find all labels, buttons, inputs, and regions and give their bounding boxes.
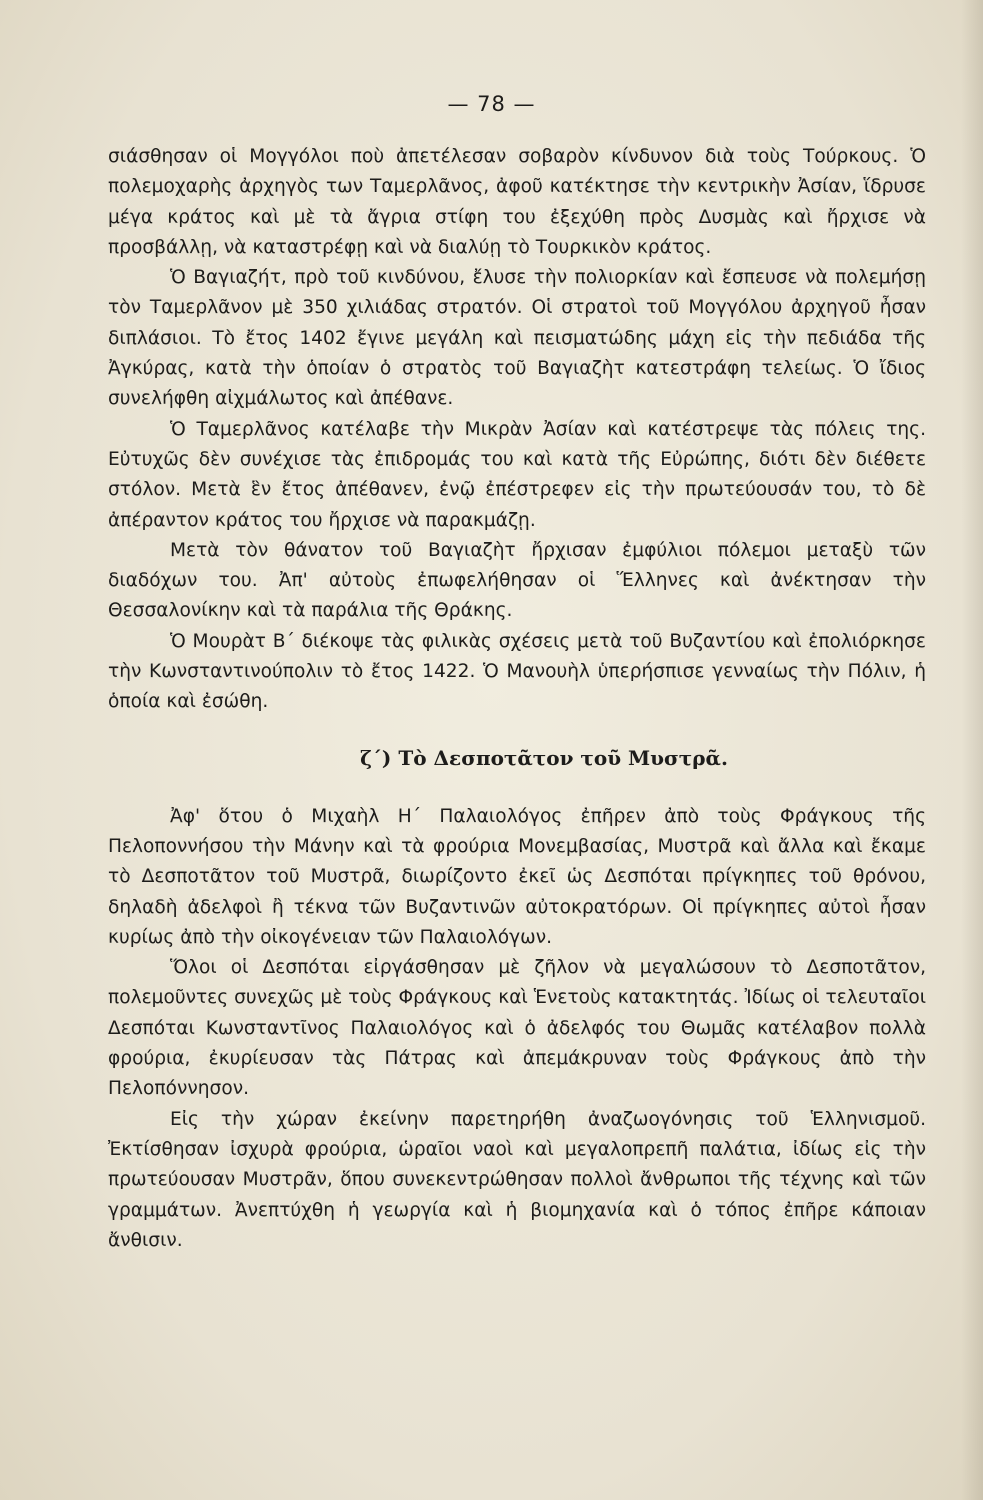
paragraph-revival: Εἰς τὴν χώραν ἐκείνην παρετηρήθη ἀναζωογόνησις τοῦ Ἑλληνισμοῦ. Ἐκτίσθησαν ἰσχυρὰ φρούρια, ὡραῖοι ναοὶ καὶ μεγαλοπρεπῆ παλάτια, ἰδίως εἰς τὴν πρωτεύουσαν Μυστρᾶν, ὅπου συνεκεντρώθησαν πολλοὶ ἄνθρωποι τῆς τέχνης καὶ τῶν γραμμάτων. Ἀνεπτύχθη ἡ γεωργία καὶ ἡ βιομηχανία καὶ ὁ τόπος ἐπῆρε κάποιαν ἄνθισιν. xyxy=(108,1108,926,1251)
section-heading: ζ΄) Τὸ Δεσποτᾶτον τοῦ Μυστρᾶ. xyxy=(360,745,728,770)
paragraph-tamerlane: Ὁ Ταμερλᾶνος κατέλαβε τὴν Μικρὰν Ἀσίαν καὶ κατέστρεψε τὰς πόλεις της. Εὐτυχῶς δὲν συνέχισε τὰς ἐπιδρομάς του καὶ κατὰ τῆς Εὐρώπης, διότι δὲν διέθετε στόλον. Μετὰ ἓν ἔτος ἀπέθανεν, ἐνῷ ἐπέστρεφεν εἰς τὴν πρωτεύουσάν του, τὸ δὲ ἀπέραντον κράτος του ἤρχισε νὰ παρακμάζῃ. xyxy=(108,418,926,531)
paragraph-bayezid: Ὁ Βαγιαζήτ, πρὸ τοῦ κινδύνου, ἔλυσε τὴν πολιορκίαν καὶ ἔσπευσε νὰ πολεμήσῃ τὸν Ταμερλᾶνον μὲ 350 χιλιάδας στρατόν. Οἱ στρατοὶ τοῦ Μογγόλου ἀρχηγοῦ ἦσαν διπλάσιοι. Τὸ ἔτος 1402 ἔγινε μεγάλη καὶ πεισματώδης μάχη εἰς τὴν πεδιάδα τῆς Ἀγκύρας, κατὰ τὴν ὁποίαν ὁ στρατὸς τοῦ Βαγιαζὴτ κατεστράφη τελείως. Ὁ ἴδιος συνελήφθη αἰχμάλωτος καὶ ἀπέθανε. xyxy=(108,267,926,410)
paragraph-despotate-origin: Ἀφ' ὅτου ὁ Μιχαὴλ Η΄ Παλαιολόγος ἐπῆρεν ἀπὸ τοὺς Φράγκους τῆς Πελοποννήσου τὴν Μάνην καὶ τὰ φρούρια Μονεμβασίας, Μυστρᾶ καὶ ἄλλα καὶ ἔκαμε τὸ Δεσποτᾶτον τοῦ Μυστρᾶ, διωρίζοντο ἐκεῖ ὡς Δεσπόται πρίγκηπες τοῦ θρόνου, δηλαδὴ ἀδελφοὶ ἢ τέκνα τῶν Βυζαντινῶν αὐτοκρατόρων. Οἱ πρίγκηπες αὐτοὶ ἦσαν κυρίως ἀπὸ τὴν οἰκογένειαν τῶν Παλαιολόγων. xyxy=(108,805,926,948)
page-edge-shadow xyxy=(961,0,983,1500)
paragraph-civil-wars: Μετὰ τὸν θάνατον τοῦ Βαγιαζὴτ ἤρχισαν ἐμφύλιοι πόλεμοι μεταξὺ τῶν διαδόχων του. Ἀπ' αὐτοὺς ἐπωφελήθησαν οἱ Ἕλληνες καὶ ἀνέκτησαν τὴν Θεσσαλονίκην καὶ τὰ παράλια τῆς Θράκης. xyxy=(108,539,926,622)
paragraph-despots-work: Ὅλοι οἱ Δεσπόται εἰργάσθησαν μὲ ζῆλον νὰ μεγαλώσουν τὸ Δεσποτᾶτον, πολεμοῦντες συνεχῶς μὲ τοὺς Φράγκους καὶ Ἑνετοὺς κατακτητάς. Ἰδίως οἱ τελευταῖοι Δεσπόται Κωνσταντῖνος Παλαιολόγος καὶ ὁ ἀδελφός του Θωμᾶς κατέλαβον πολλὰ φρούρια, ἐκυρίευσαν τὰς Πάτρας καὶ ἀπεμάκρυναν τοὺς Φράγκους ἀπὸ τὴν Πελοπόννησον. xyxy=(108,957,926,1100)
page-number: — 78 — xyxy=(447,92,536,116)
paragraph-murad: Ὁ Μουρὰτ Β΄ διέκοψε τὰς φιλικὰς σχέσεις μετὰ τοῦ Βυζαντίου καὶ ἐπολιόρκησε τὴν Κωνσταντινούπολιν τὸ ἔτος 1422. Ὁ Μανουὴλ ὑπερήσπισε γενναίως τὴν Πόλιν, ἡ ὁποία καὶ ἐσώθη. xyxy=(108,630,926,713)
paragraph-mongols: σιάσθησαν οἱ Μογγόλοι ποὺ ἀπετέλεσαν σοβαρὸν κίνδυνον διὰ τοὺς Τούρκους. Ὁ πολεμοχαρὴς ἀρχηγὸς των Ταμερλᾶνος, ἀφοῦ κατέκτησε τὴν κεντρικὴν Ἀσίαν, ἵδρυσε μέγα κράτος καὶ μὲ τὰ ἄγρια στίφη του ἐξεχύθη πρὸς Δυσμὰς καὶ ἤρχισε νὰ προσβάλλῃ, νὰ καταστρέφῃ καὶ νὰ διαλύῃ τὸ Τουρκικὸν κράτος. xyxy=(108,146,926,258)
page-body xyxy=(108,142,926,1256)
